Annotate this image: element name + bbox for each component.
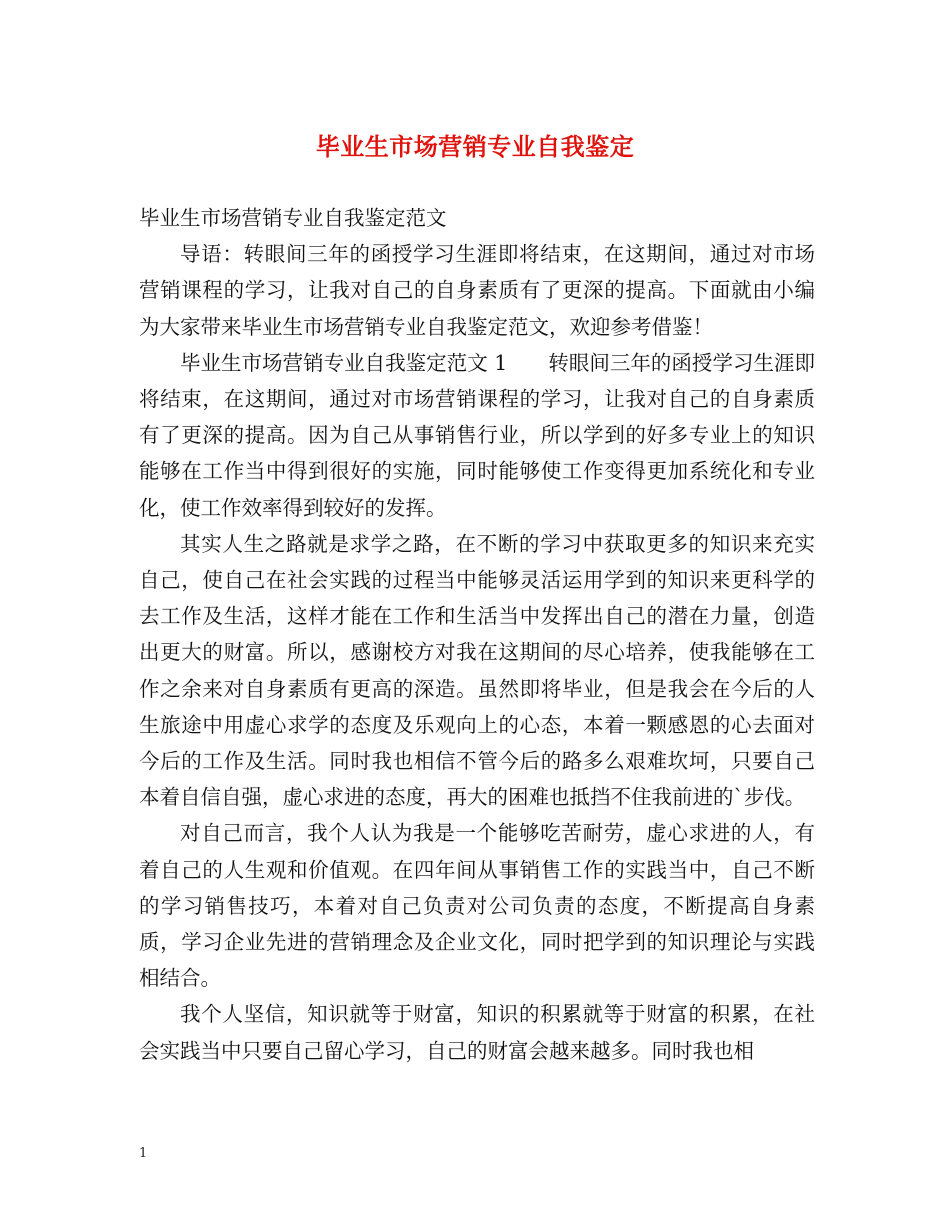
body-paragraph: 对自己而言，我个人认为我是一个能够吃苦耐劳，虚心求进的人，有着自己的人生观和价值观。在四年间从事销售工作的实践当中，自己不断的学习销售技巧，本着对自己负责对公司负责的态度，不断提高自身素质，学习企业先进的营销理念及企业文化，同时把学到的知识理论与实践相结合。 [139,821,815,991]
body-paragraph: 其实人生之路就是求学之路，在不断的学习中获取更多的知识来充实自己，使自己在社会实践的过程当中能够灵活运用学到的知识来更科学的去工作及生活，这样才能在工作和生活当中发挥出自己的潜在力量，创造出更大的财富。所以，感谢校方对我在这期间的尽心培养，使我能够在工作之余来对自身素质有更高的深造。虽然即将毕业，但是我会在今后的人生旅途中用虚心求学的态度及乐观向上的心态，本着一颗感恩的心去面对今后的工作及生活。同时我也相信不管今后的路多么艰难坎坷，只要自己本着自信自强，虚心求进的态度，再大的困难也抵挡不住我前进的`步伐。 [139,531,815,810]
document-body [139,200,815,1069]
page-number: 1 [139,1146,148,1161]
body-paragraph: 我个人坚信，知识就等于财富，知识的积累就等于财富的积累，在社会实践当中只要自己留心学习，自己的财富会越来越多。同时我也相 [139,1002,815,1063]
subtitle-paragraph: 毕业生市场营销专业自我鉴定范文 [139,206,447,230]
body-paragraph: 毕业生市场营销专业自我鉴定范文 1 转眼间三年的函授学习生涯即将结束，在这期间，通过对市场营销课程的学习，让我对自己的自身素质有了更深的提高。因为自己从事销售行业，所以学到的好多专业上的知识能够在工作当中得到很好的实施，同时能够使工作变得更加系统化和专业化，使工作效率得到较好的发挥。 [139,350,815,520]
intro-paragraph: 导语：转眼间三年的函授学习生涯即将结束，在这期间，通过对市场营销课程的学习，让我对自己的自身素质有了更深的提高。下面就由小编为大家带来毕业生市场营销专业自我鉴定范文，欢迎参考借鉴！ [139,242,815,339]
document-title: 毕业生市场营销专业自我鉴定 [315,132,635,161]
